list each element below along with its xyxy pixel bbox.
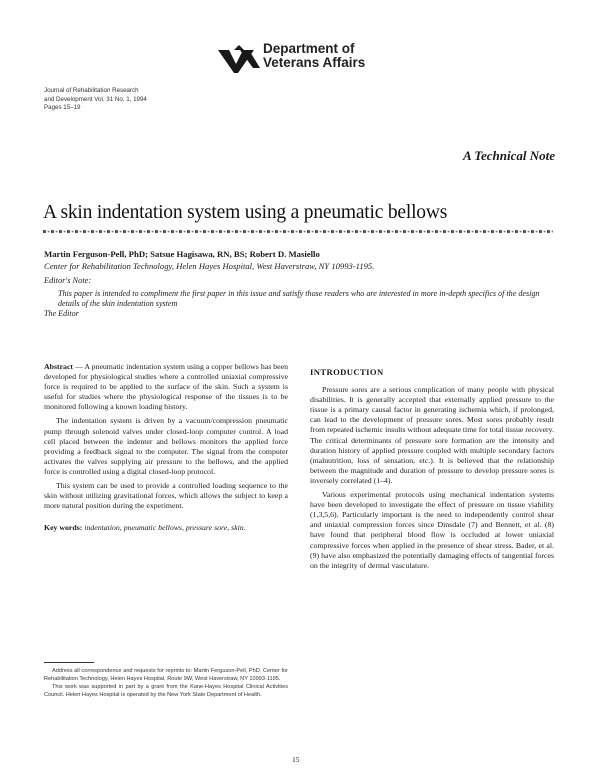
keywords-label: Key words: [44, 523, 83, 533]
left-column [44, 362, 288, 537]
footnote-2: This work was supported in part by a grant from the Kane-Hayes Hospital Clinical Activities Council. Helen Hayes Hospital is operated by the New York State Department of Health. [44, 684, 288, 698]
footnotes [44, 667, 288, 699]
editors-note-label: Editor's Note: [44, 276, 92, 285]
citation-line-1: Journal of Rehabilitation Research [44, 87, 139, 94]
introduction-paragraph-1: Pressure sores are a serious complication of many people with physical disabilities. It is generally accepted that externally applied pressure to the tissue is a primary causal factor in generating ischemia which, if prolonged, can lead to the development of pressure sores. Most sores probably result from repeated ischemic insults without adequate time for total tissue recovery. The critical determinants of pressure sore formation are the intensity and duration history of applied pressure coupled with multiple secondary factors (malnutrition, loss of sensation, etc.). It is believed that the relationship between the magnitude and duration of pressure to develop pressure sores is inversely correlated (1–4). [310, 385, 554, 485]
footnote-divider [44, 662, 94, 663]
citation-line-3: Pages 15–19 [44, 104, 81, 112]
article-title: A skin indentation system using a pneumatic bellows [43, 202, 448, 223]
citation-line-2: and Development Vol. 31 No. 1, 1994 [44, 95, 147, 103]
decorative-rule-icon [43, 229, 553, 235]
right-column [310, 362, 554, 575]
org-line-2: Veterans Affairs [263, 55, 366, 70]
abstract-paragraph-1 [44, 362, 288, 412]
abstract-paragraph-3: This system can be used to provide a controlled loading sequence to the skin without utilizing gravitational forces, which allows the subject to keep a more natural position during the experiment. [44, 481, 288, 511]
affiliation: Center for Rehabilitation Technology, Helen Hayes Hospital, West Haverstraw, NY 10993-1195. [44, 261, 375, 271]
org-line-1: Department of [263, 41, 355, 56]
va-logo-icon [216, 44, 262, 74]
abstract-text-1: — A pneumatic indentation system using a copper bellows has been developed for physiological studies where a controlled uniaxial compressive force is required to be applied to the surface of the skin. Such a system is useful for studies where the physiological response of the tissues is to be monitored following a known loading history. [44, 362, 288, 412]
editors-note-signature: The Editor [44, 309, 79, 318]
abstract-label: Abstract [44, 362, 74, 371]
editors-note-text: This paper is intended to compliment the first paper in this issue and satisfy those readers who are interested in more in-depth specifics of the design details of the skin indentation system [58, 289, 540, 308]
page-number: 15 [292, 755, 300, 764]
authors: Martin Ferguson-Pell, PhD; Satsue Hagisawa, RN, BS; Robert D. Masiello [44, 249, 320, 259]
abstract-paragraph-2: The indentation system is driven by a vacuum/compression pneumatic pump through solenoid valves under closed-loop computer control. A load cell placed between the indenter and bellows monitors the applied force providing a feedback signal to the computer. The signal from the computer activates the valves supplying air pressure to the bellows, and the applied force is controlled using a digital closed-loop protocol. [44, 416, 288, 476]
introduction-heading: INTRODUCTION [310, 367, 384, 377]
footnote-1: Address all correspondence and requests for reprints to: Martin Ferguson-Pell, PhD, Center for Rehabilitation Technology, Helen Hayes Hospital, Route 9W, West Haverstraw, NY 10993-1195. [44, 668, 288, 682]
journal-citation [44, 87, 147, 113]
keywords-text: indentation, pneumatic bellows, pressure sore, skin. [82, 523, 246, 533]
introduction-paragraph-2: Various experimental protocols using mechanical indentation systems have been developed to investigate the effect of pressure on tissue viability (1,3,5,6). Particularly important is the need to independently control shear and uniaxial compression forces since Dinsdale (7) and Bennett, et al. (8) have found that peripheral blood flow is occluded at lower uniaxial compressive forces when applied in the presence of shear stress. Bader, et al. (9) have also emphasized the potentially damaging effects of tangential forces on the integrity of dermal vasculature. [310, 490, 554, 570]
keywords [44, 523, 288, 533]
section-label: A Technical Note [463, 148, 555, 163]
organization-name [263, 42, 365, 70]
